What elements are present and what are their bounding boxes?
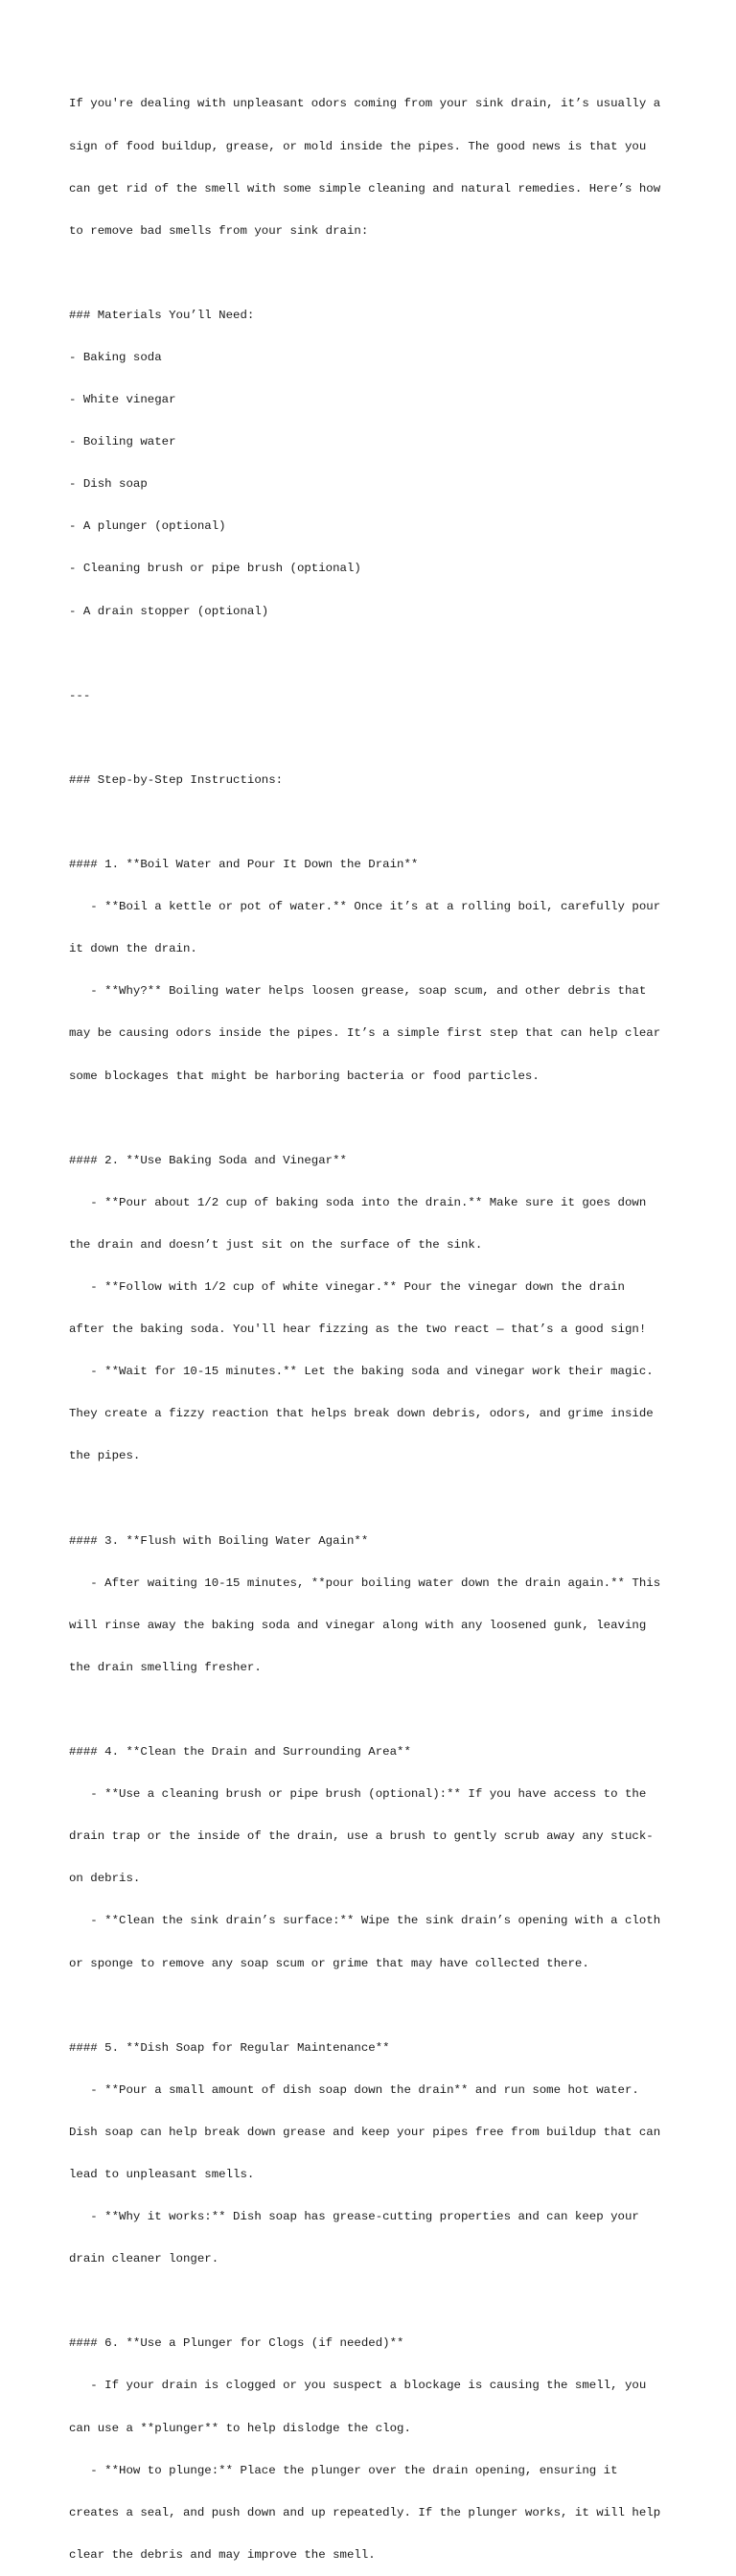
- blank-line: [69, 647, 673, 661]
- list-item: - A plunger (optional): [69, 519, 226, 534]
- section-heading: ### Step-by-Step Instructions:: [69, 772, 284, 787]
- text-line: will rinse away the baking soda and vinegar along with any loosened gunk, leaving: [69, 1618, 647, 1632]
- text-line: - **Pour a small amount of dish soap down the drain** and run some hot water.: [69, 2082, 639, 2097]
- text-line: - **How to plunge:** Place the plunger over the drain opening, ensuring it: [69, 2463, 618, 2477]
- text-line: can get rid of the smell with some simple cleaning and natural remedies. Here’s how: [69, 181, 661, 196]
- blank-line: [69, 2294, 673, 2309]
- list-item: - Baking soda: [69, 350, 162, 364]
- text-line: - **Why?** Boiling water helps loosen grease, soap scum, and other debris that: [69, 984, 647, 999]
- list-item: - Boiling water: [69, 435, 176, 449]
- text-line: it down the drain.: [69, 942, 197, 956]
- text-line: - **Clean the sink drain’s surface:** Wipe the sink drain’s opening with a cloth: [69, 1914, 661, 1928]
- step-heading: #### 1. **Boil Water and Pour It Down the Drain**: [69, 858, 419, 872]
- text-line: clear the debris and may improve the smell.: [69, 2547, 376, 2562]
- document-page: [69, 69, 673, 2576]
- step-heading: #### 3. **Flush with Boiling Water Again**: [69, 1533, 369, 1548]
- text-line: - If your drain is clogged or you suspect a blockage is causing the smell, you: [69, 2379, 647, 2393]
- text-line: - **Wait for 10-15 minutes.** Let the baking soda and vinegar work their magic.: [69, 1365, 654, 1379]
- text-line: the drain smelling fresher.: [69, 1660, 262, 1674]
- step-heading: #### 6. **Use a Plunger for Clogs (if needed)**: [69, 2336, 404, 2351]
- text-line: Dish soap can help break down grease and keep your pipes free from buildup that can: [69, 2125, 661, 2139]
- text-line: drain cleaner longer.: [69, 2252, 219, 2266]
- blank-line: [69, 266, 673, 281]
- list-item: - Dish soap: [69, 477, 148, 492]
- list-item: - A drain stopper (optional): [69, 604, 269, 618]
- list-item: - White vinegar: [69, 393, 176, 407]
- text-line: - **Follow with 1/2 cup of white vinegar.** Pour the vinegar down the drain: [69, 1280, 625, 1295]
- text-line: the pipes.: [69, 1449, 141, 1463]
- blank-line: [69, 1999, 673, 2013]
- blank-line: [69, 1703, 673, 1717]
- text-line: the drain and doesn’t just sit on the surface of the sink.: [69, 1237, 483, 1252]
- step-heading: #### 2. **Use Baking Soda and Vinegar**: [69, 1153, 347, 1167]
- text-line: on debris.: [69, 1872, 141, 1886]
- blank-line: [69, 1492, 673, 1506]
- blank-line: [69, 1112, 673, 1126]
- text-line: may be causing odors inside the pipes. It’s a simple first step that can help clear: [69, 1026, 661, 1041]
- text-line: some blockages that might be harboring bacteria or food particles.: [69, 1069, 540, 1083]
- text-line: - **Boil a kettle or pot of water.** Once it’s at a rolling boil, carefully pour: [69, 900, 661, 914]
- step-heading: #### 4. **Clean the Drain and Surrounding Area**: [69, 1745, 411, 1760]
- text-line: - **Why it works:** Dish soap has grease-cutting properties and can keep your: [69, 2210, 639, 2224]
- text-line: or sponge to remove any soap scum or grime that may have collected there.: [69, 1956, 589, 1970]
- text-line: lead to unpleasant smells.: [69, 2168, 255, 2181]
- text-line: can use a **plunger** to help dislodge the clog.: [69, 2421, 411, 2435]
- text-line: - After waiting 10-15 minutes, **pour boiling water down the drain again.** This: [69, 1576, 661, 1590]
- text-line: They create a fizzy reaction that helps break down debris, odors, and grime inside: [69, 1407, 654, 1421]
- blank-line: [69, 816, 673, 830]
- text-line: sign of food buildup, grease, or mold inside the pipes. The good news is that you: [69, 139, 647, 153]
- text-line: creates a seal, and push down and up repeatedly. If the plunger works, it will help: [69, 2505, 661, 2519]
- list-item: - Cleaning brush or pipe brush (optional): [69, 562, 361, 576]
- text-line: to remove bad smells from your sink drain:: [69, 223, 369, 238]
- text-line: - **Use a cleaning brush or pipe brush (optional):** If you have access to the: [69, 1787, 647, 1802]
- text-line: If you're dealing with unpleasant odors coming from your sink drain, it’s usually a: [69, 97, 661, 111]
- text-line: drain trap or the inside of the drain, use a brush to gently scrub away any stuck-: [69, 1829, 654, 1844]
- text-line: after the baking soda. You'll hear fizzing as the two react — that’s a good sign!: [69, 1322, 647, 1337]
- section-heading: ### Materials You’ll Need:: [69, 308, 255, 322]
- step-heading: #### 5. **Dish Soap for Regular Maintenance**: [69, 2040, 390, 2055]
- horizontal-rule: ---: [69, 688, 91, 702]
- blank-line: [69, 731, 673, 746]
- text-line: - **Pour about 1/2 cup of baking soda into the drain.** Make sure it goes down: [69, 1195, 647, 1209]
